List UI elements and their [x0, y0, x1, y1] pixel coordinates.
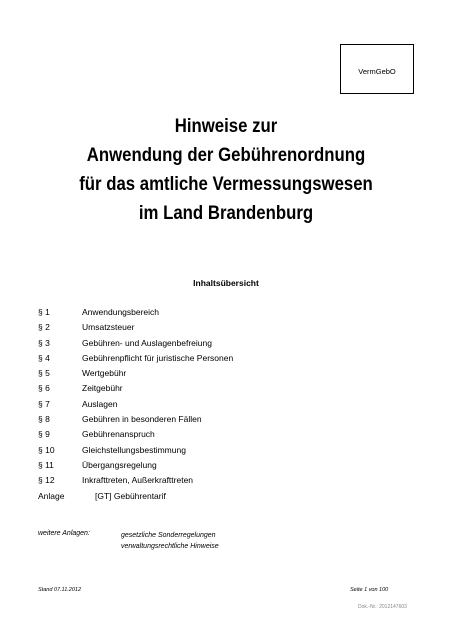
section-title: Gebühren- und Auslagenbefreiung	[82, 337, 212, 348]
toc-heading: Inhaltsübersicht	[193, 278, 259, 288]
title-line: Hinweise zur	[174, 115, 278, 137]
title-line: Anwendung der Gebührenordnung	[86, 144, 366, 166]
section-title: Anwendungsbereich	[82, 307, 160, 317]
footer-page-number: Seite 1 von 100	[350, 587, 389, 593]
section-title: Auslagen	[82, 398, 118, 409]
annex-text: [GT] Gebührentarif	[95, 491, 166, 501]
section-number: § 9	[38, 429, 50, 440]
further-annexes-list	[121, 530, 219, 552]
toc-item	[38, 427, 233, 442]
section-title: Gebühren in besonderen Fällen	[82, 414, 202, 425]
section-title: Inkrafttreten, Außerkrafttreten	[82, 475, 194, 486]
section-number: § 8	[38, 414, 50, 425]
document-number: Dok.-Nr.: 2012147603	[358, 604, 407, 610]
section-number: § 3	[38, 337, 50, 348]
document-title	[32, 112, 421, 228]
section-number: § 10	[38, 444, 55, 455]
section-number: § 2	[38, 322, 50, 333]
toc-item	[38, 381, 233, 396]
toc-item	[38, 366, 233, 381]
table-of-contents	[38, 305, 233, 489]
section-title: Wertgebühr	[82, 368, 127, 379]
toc-item	[38, 412, 233, 427]
section-title: Gebührenanspruch	[82, 429, 155, 440]
toc-item	[38, 458, 233, 473]
section-title: Übergangsregelung	[82, 459, 157, 470]
section-title: Umsatzsteuer	[82, 322, 135, 333]
toc-item	[38, 473, 233, 488]
toc-item	[38, 320, 233, 335]
section-title: Gebührenpflicht für juristische Personen	[82, 352, 234, 363]
section-number: § 4	[38, 352, 50, 363]
section-number: § 1	[38, 307, 50, 317]
annex-line	[38, 491, 166, 501]
section-number: § 5	[38, 368, 50, 379]
toc-item	[38, 305, 233, 320]
section-number: § 12	[38, 475, 55, 486]
further-annexes-label: weitere Anlagen:	[38, 530, 90, 537]
section-title: Zeitgebühr	[82, 383, 123, 394]
section-title: Gleichstellungsbestimmung	[82, 444, 186, 455]
toc-item	[38, 351, 233, 366]
toc-item	[38, 397, 233, 412]
footer-date: Stand 07.11.2012	[38, 587, 82, 593]
document-code-box	[340, 44, 414, 94]
further-annexes	[38, 530, 219, 552]
annex-label: Anlage	[38, 491, 65, 501]
section-number: § 7	[38, 398, 50, 409]
document-code: VermGebO	[358, 66, 396, 76]
toc-item	[38, 336, 233, 351]
further-annex-item: verwaltungsrechtliche Hinweise	[121, 543, 219, 550]
section-number: § 6	[38, 383, 50, 394]
title-line: im Land Brandenburg	[138, 202, 314, 224]
section-number: § 11	[38, 459, 54, 470]
title-line: für das amtliche Vermessungswesen	[79, 173, 373, 195]
further-annex-item: gesetzliche Sonderregelungen	[121, 532, 216, 539]
toc-item	[38, 443, 233, 458]
